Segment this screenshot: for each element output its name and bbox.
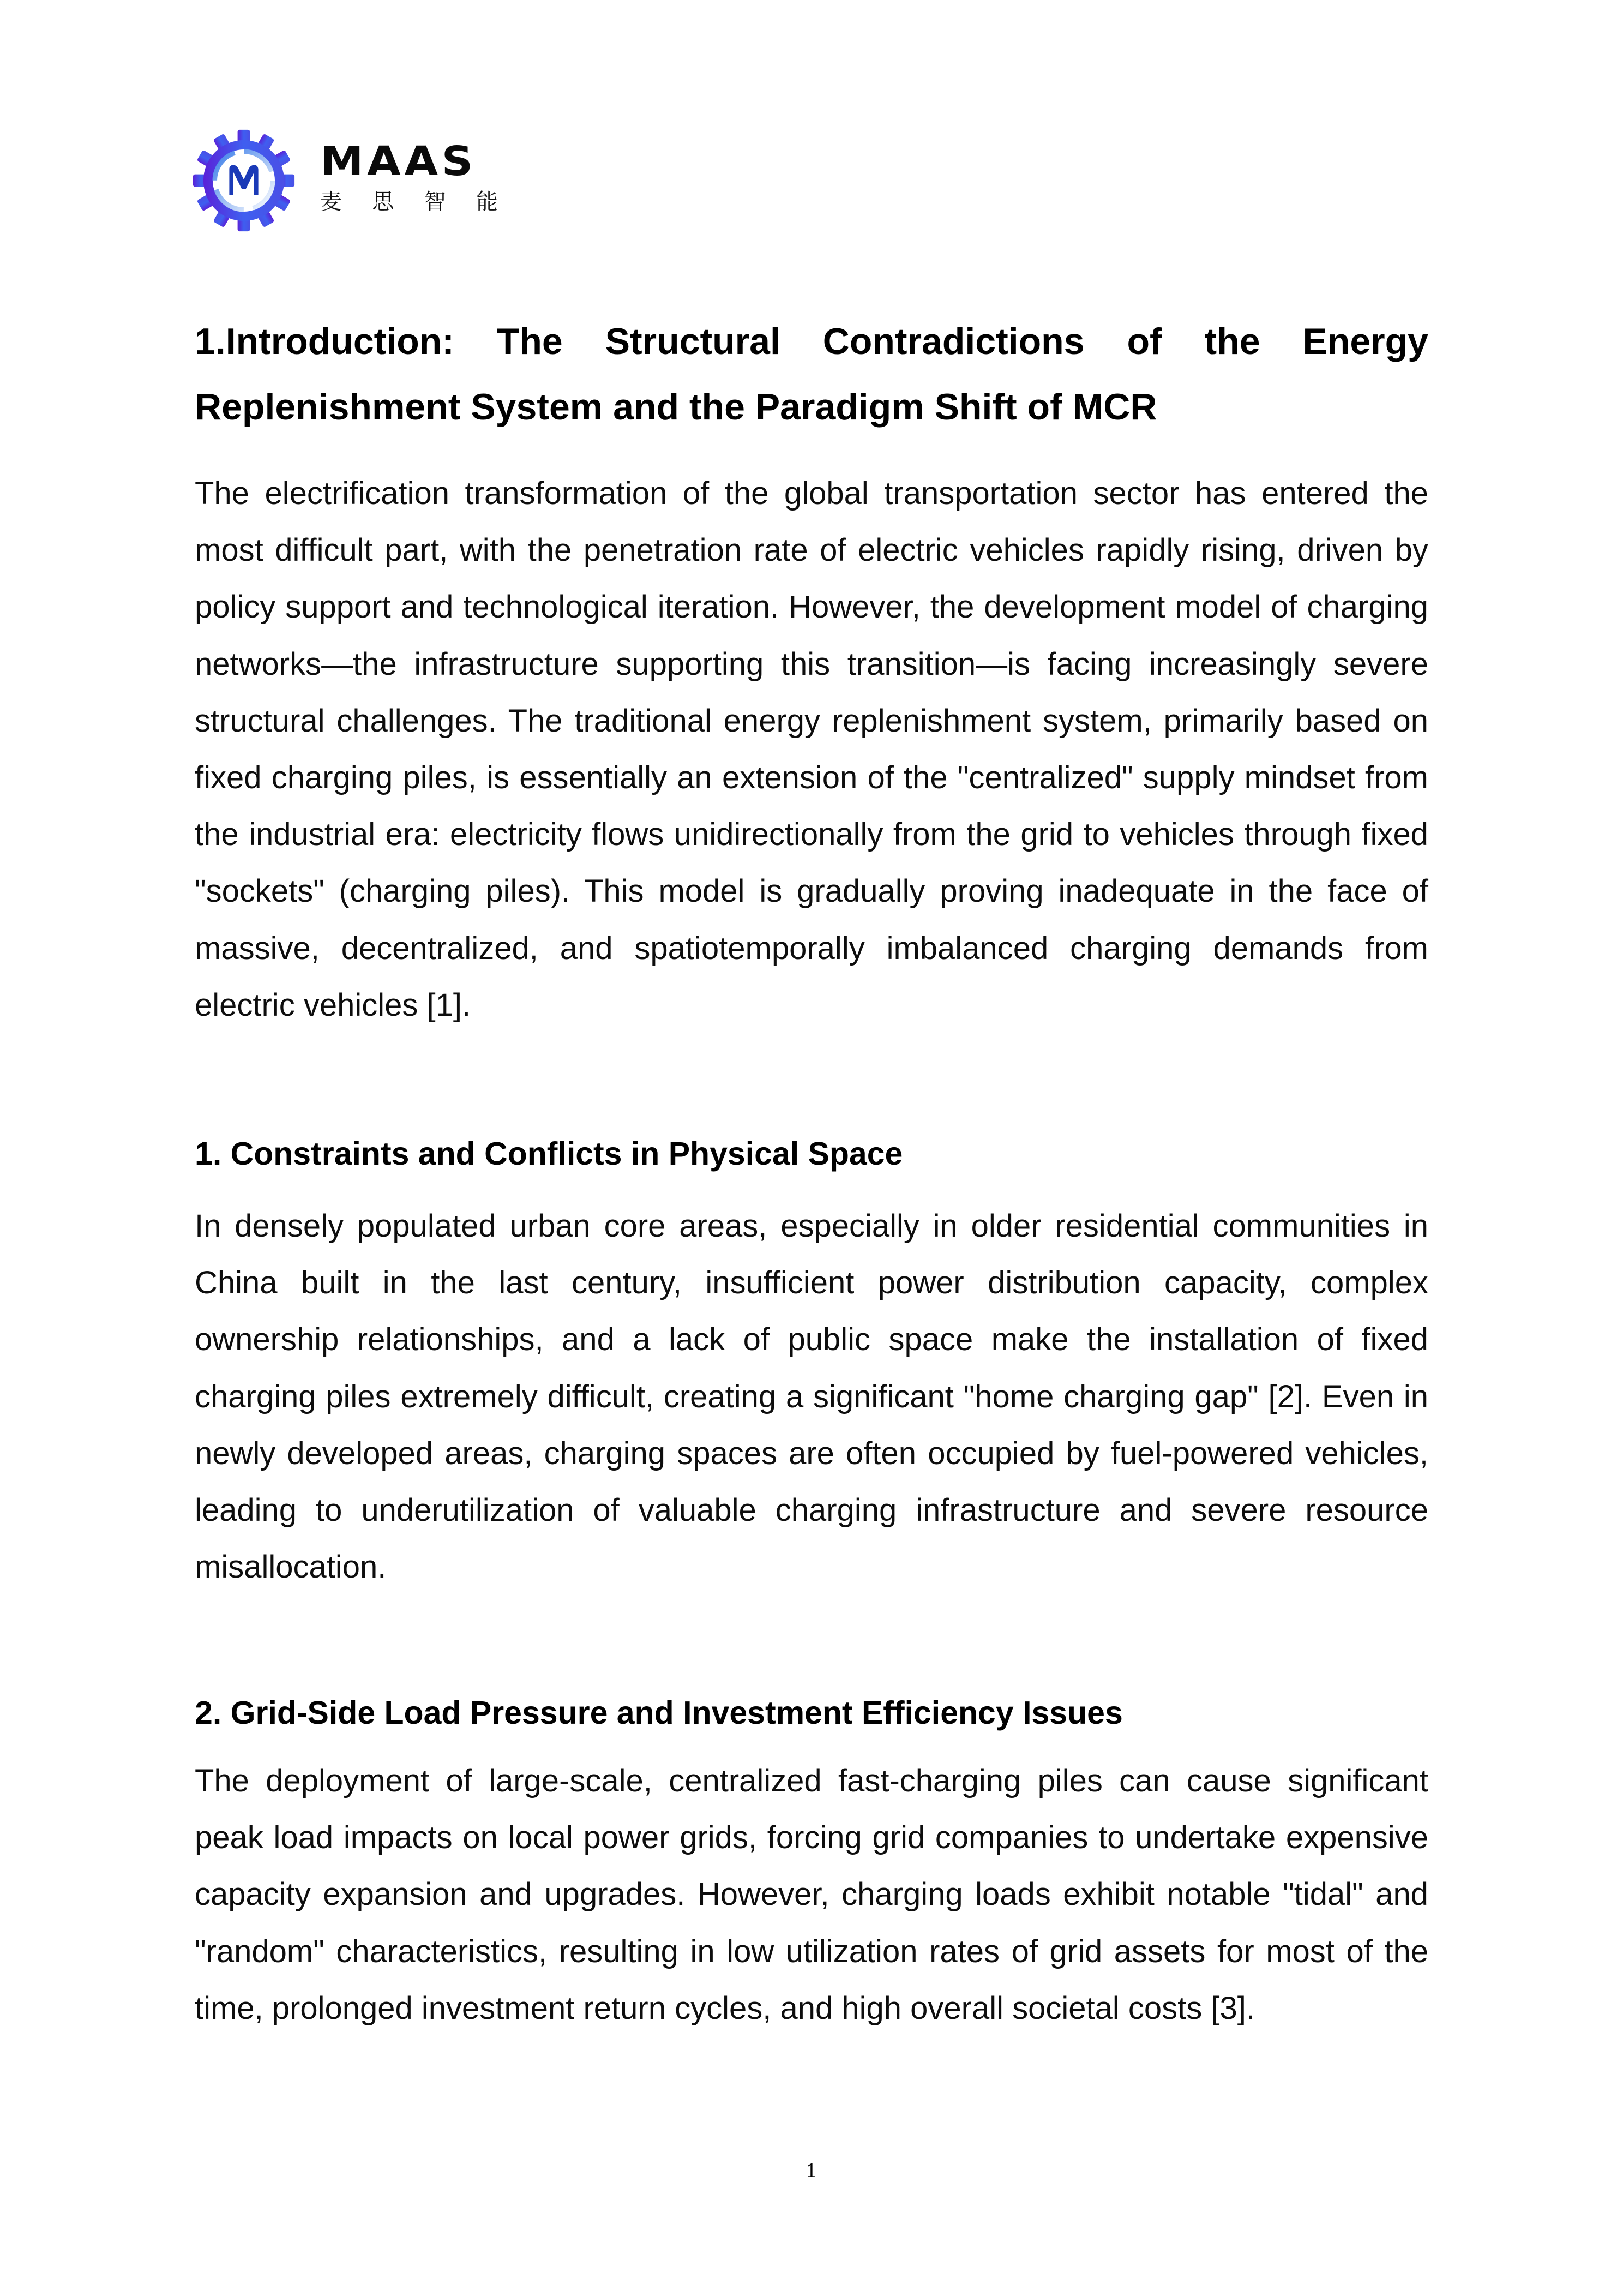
logo-char: 思 <box>372 189 394 214</box>
gear-logo-icon <box>192 129 296 232</box>
intro-paragraph: The electrification transformation of the global transportation sector has entered the most difficult part, with the penetration rate of electric vehicles rapidly rising, driven by policy support and technological iteration. However, the development model of charging networks—the infrastructure supporting this transition—is facing increasingly severe structural challenges. The traditional energy replenishment system, primarily based on fixed charging piles, is essentially an extension of the "centralized" supply mindset from the industrial era: electricity flows unidirectionally from the grid to vehicles through fixed "sockets" (charging piles). This model is gradually proving inadequate in the face of massive, decentralized, and spatiotemporally imbalanced charging demands from electric vehicles [1]. <box>195 476 1428 1023</box>
company-logo <box>192 129 508 233</box>
section-paragraph: The deployment of large-scale, centralized fast-charging piles can cause significant peak load impacts on local power grids, forcing grid companies to undertake expensive capacity expansion and upgrades. However, charging loads exhibit notable "tidal" and "random" characteristics, resulting in low utilization rates of grid assets for most of the time, prolonged investment return cycles, and high overall societal costs [3]. <box>195 1763 1428 2026</box>
logo-chinese-name <box>320 189 498 215</box>
document-title: 1.Introduction: The Structural Contradictions of the Energy Replenishment System and the Paradigm Shift of MCR <box>195 321 1428 428</box>
logo-char: 麦 <box>320 189 342 214</box>
section-heading: 1. Constraints and Conflicts in Physical Space <box>195 1136 903 1172</box>
logo-char: 能 <box>476 189 498 214</box>
logo-char: 智 <box>424 189 446 214</box>
logo-wordmark: MAAS <box>320 138 477 185</box>
section-heading: 2. Grid-Side Load Pressure and Investment Efficiency Issues <box>195 1695 1123 1731</box>
page-number: 1 <box>806 2160 817 2182</box>
section-paragraph: In densely populated urban core areas, especially in older residential communities in China built in the last century, insufficient power distribution capacity, complex ownership relationships, and a lack of public space make the installation of fixed charging piles extremely difficult, creating a significant "home charging gap" [2]. Even in newly developed areas, charging spaces are often occupied by fuel-powered vehicles, leading to underutilization of valuable charging infrastructure and severe resource misallocation. <box>195 1208 1428 1585</box>
